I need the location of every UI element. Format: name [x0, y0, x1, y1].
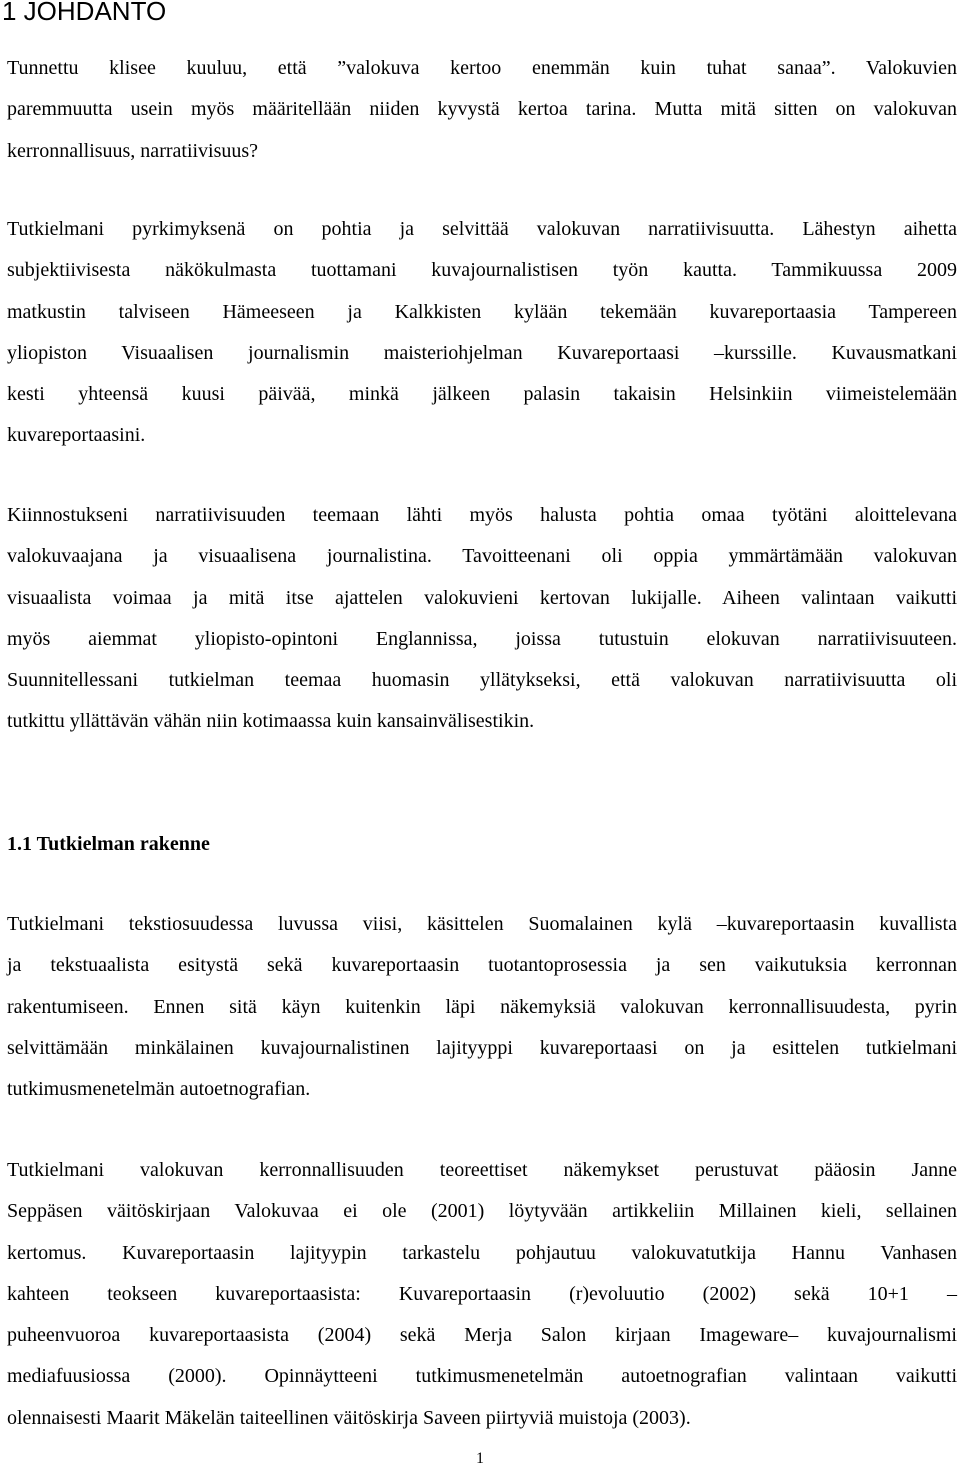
paragraph-line: myös aiemmat yliopisto-opintoni Englannissa, joissa tutustuin elokuvan narratiivisuuteen.: [7, 627, 957, 650]
paragraph-line: tutkittu yllättävän vähän niin kotimaassa kuin kansainvälisestikin.: [7, 710, 535, 733]
paragraph-line: rakentumiseen. Ennen sitä käyn kuitenkin läpi näkemyksiä valokuvan kerronnallisuudesta, pyrin: [7, 995, 957, 1018]
paragraph-line: Tutkielmani tekstiosuudessa luvussa viisi, käsittelen Suomalainen kylä –kuvareportaasin kuvallista: [7, 913, 957, 935]
paragraph-line: visuaalista voimaa ja mitä itse ajattelen valokuvieni kertovan lukijalle. Aiheen valintaan vaikutti: [7, 586, 957, 609]
paragraph-line: valokuvaajana ja visuaalisena journalistina. Tavoitteenani oli oppia ymmärtämään valokuvan: [7, 545, 957, 568]
paragraph-line: ja tekstuaalista esitystä sekä kuvareportaasin tuotantoprosessia ja sen vaikutuksia kerronnan: [7, 954, 957, 977]
chapter-heading: 1 JOHDANTO: [2, 0, 167, 26]
paragraph-line: matkustin talviseen Hämeeseen ja Kalkkisten kylään tekemään kuvareportaasia Tampereen: [7, 300, 957, 323]
paragraph-line: puheenvuoroa kuvareportaasista (2004) sekä Merja Salon kirjaan Imageware– kuvajournalismi: [7, 1324, 957, 1347]
paragraph-line: kertomus. Kuvareportaasin lajityypin tarkastelu pohjautuu valokuvatutkija Hannu Vanhasen: [7, 1241, 957, 1264]
paragraph-motivation: [7, 495, 957, 743]
paragraph-line: mediafuusiossa (2000). Opinnäytteeni tutkimusmenetelmän autoetnografian valintaan vaikutti: [7, 1365, 957, 1388]
paragraph-intro: [7, 48, 957, 172]
paragraph-structure: [7, 904, 957, 1110]
paragraph-line: kerronnallisuus, narratiivisuus?: [7, 139, 259, 162]
paragraph-line: selvittämään minkälainen kuvajournalistinen lajityyppi kuvareportaasi on ja esittelen tutkielmani: [7, 1036, 957, 1059]
paragraph-line: subjektiivisesta näkökulmasta tuottamani kuvajournalistisen työn kautta. Tammikuussa 2009: [7, 259, 957, 282]
paragraph-line: kuvareportaasini.: [7, 424, 146, 447]
section-heading: 1.1 Tutkielman rakenne: [7, 833, 210, 855]
paragraph-line: tutkimusmenetelmän autoetnografian.: [7, 1078, 311, 1101]
paragraph-line: Tunnettu klisee kuuluu, että ”valokuva kertoo enemmän kuin tuhat sanaa”. Valokuvien: [7, 57, 957, 79]
paragraph-line: kahteen teokseen kuvareportaasista: Kuvareportaasin (r)evoluutio (2002) sekä 10+1 –: [7, 1282, 957, 1305]
paragraph-line: Tutkielmani valokuvan kerronnallisuuden teoreettiset näkemykset perustuvat pääosin Janne: [7, 1159, 957, 1181]
paragraph-line: Tutkielmani pyrkimyksenä on pohtia ja selvittää valokuvan narratiivisuutta. Lähestyn aihetta: [7, 218, 957, 240]
paragraph-line: paremmuutta usein myös määritellään niiden kyvystä kertoa tarina. Mutta mitä sitten on valokuvan: [7, 98, 957, 121]
paragraph-theory: [7, 1150, 957, 1439]
paragraph-aim: [7, 209, 957, 457]
paragraph-line: olennaisesti Maarit Mäkelän taiteellinen väitöskirja Saveen piirtyviä muistoja (2003).: [7, 1406, 691, 1429]
paragraph-line: yliopiston Visuaalisen journalismin maisteriohjelman Kuvareportaasi –kurssille. Kuvausmatkani: [7, 341, 957, 364]
page-number: 1: [476, 1450, 484, 1467]
paragraph-line: kesti yhteensä kuusi päivää, minkä jälkeen palasin takaisin Helsinkiin viimeistelemään: [7, 383, 957, 406]
paragraph-line: Seppäsen väitöskirjaan Valokuvaa ei ole (2001) löytyvään artikkeliin Millainen kieli, sellainen: [7, 1200, 957, 1223]
paragraph-line: Kiinnostukseni narratiivisuuden teemaan lähti myös halusta pohtia omaa työtäni aloittelevana: [7, 504, 957, 526]
paragraph-line: Suunnitellessani tutkielman teemaa huomasin yllätykseksi, että valokuvan narratiivisuutta oli: [7, 669, 957, 692]
